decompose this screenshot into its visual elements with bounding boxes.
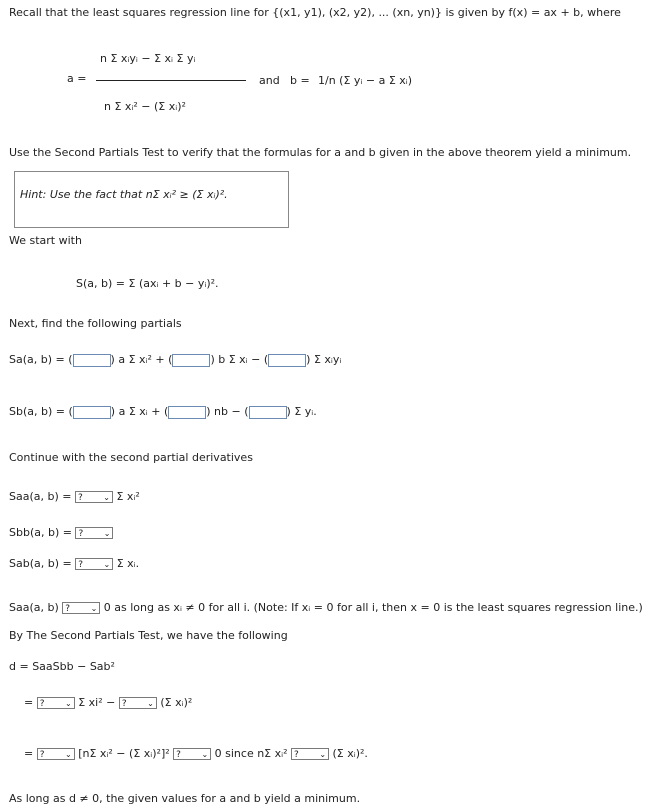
formula-and: and	[259, 74, 280, 87]
select-value: ?	[39, 750, 45, 760]
formula-b-lhs: b =	[290, 74, 310, 87]
open-paren: (	[68, 405, 73, 418]
saa-cond-text: 0 as long as xᵢ ≠ 0 for all i. (Note: If xᵢ = 0 for all i, then x = 0 is the least squares regression line.)	[103, 601, 643, 614]
objective: S(a, b) = Σ (axᵢ + b − yᵢ)².	[76, 277, 219, 290]
sa-coef-2-input[interactable]	[172, 354, 210, 367]
d1-mid: Σ xi² −	[78, 696, 116, 709]
formula-b-rhs: 1/n (Σ yᵢ − a Σ xᵢ)	[318, 74, 413, 87]
start-text: We start with	[9, 234, 82, 247]
select-value: ?	[176, 750, 181, 760]
sb-term-1: a Σ xᵢ +	[118, 405, 161, 418]
close-paren: )	[210, 353, 215, 366]
select-value: ?	[294, 750, 299, 760]
hint-text: Hint: Use the fact that nΣ xᵢ² ≥ (Σ xᵢ)².	[20, 188, 228, 201]
sbb-select[interactable]	[75, 527, 113, 539]
sab-row	[9, 557, 139, 570]
sb-term-3: Σ yᵢ.	[294, 405, 317, 418]
chevron-down-icon: ⌄	[65, 699, 72, 708]
d1-select-2[interactable]	[119, 697, 157, 709]
equals-sign: =	[24, 747, 34, 760]
close-paren: )	[286, 405, 291, 418]
chevron-down-icon: ⌄	[319, 750, 327, 759]
sb-row	[9, 405, 317, 419]
equals-sign: =	[24, 696, 34, 709]
sa-term-1: a Σ xᵢ² +	[118, 353, 165, 366]
select-value: ?	[121, 699, 127, 709]
d2-since: 0 since nΣ xᵢ²	[214, 747, 288, 760]
chevron-down-icon: ⌄	[103, 493, 110, 502]
chevron-down-icon: ⌄	[103, 529, 111, 538]
d2-select-3[interactable]	[291, 748, 329, 760]
select-value: ?	[78, 529, 84, 539]
fraction-bar	[96, 80, 246, 81]
open-paren: (	[244, 405, 249, 418]
formula-a-lhs: a =	[67, 72, 87, 85]
close-paren: )	[110, 405, 116, 418]
open-paren: (	[68, 353, 73, 366]
saa-row	[9, 490, 140, 503]
open-paren: (	[168, 353, 173, 366]
formula-a-numerator: n Σ xᵢyᵢ − Σ xᵢ Σ yᵢ	[100, 52, 196, 65]
close-paren: )	[306, 353, 311, 366]
d2-select-2[interactable]	[173, 748, 211, 760]
d2-select-1[interactable]	[37, 748, 75, 760]
sab-label: Sab(a, b) =	[9, 557, 72, 570]
d2-expr: [nΣ xᵢ² − (Σ xᵢ)²]²	[78, 747, 170, 760]
select-value: ?	[39, 699, 45, 709]
chevron-down-icon: ⌄	[103, 560, 111, 569]
hint-box-right	[283, 171, 289, 228]
formula-a-denominator: n Σ xᵢ² − (Σ xᵢ)²	[104, 100, 186, 113]
close-paren: )	[206, 405, 211, 418]
d1-select-1[interactable]	[37, 697, 75, 709]
chevron-down-icon: ⌄	[90, 604, 98, 613]
saa-cond-label: Saa(a, b)	[9, 601, 59, 614]
saa-tail: Σ xᵢ²	[116, 490, 140, 503]
sab-tail: Σ xᵢ.	[116, 557, 140, 570]
sb-label: Sb(a, b) =	[9, 405, 65, 418]
close-paren: )	[110, 353, 115, 366]
sbb-label: Sbb(a, b) =	[9, 526, 72, 539]
d-line-2	[24, 747, 368, 760]
sab-select[interactable]	[75, 558, 113, 570]
sa-term-2: b Σ xᵢ −	[218, 353, 261, 366]
sa-coef-1-input[interactable]	[73, 354, 111, 367]
sa-label: Sa(a, b) =	[9, 353, 65, 366]
d-definition: d = SaaSbb − Sab²	[9, 660, 115, 673]
by-test-text: By The Second Partials Test, we have the following	[9, 629, 288, 642]
saa-condition-row	[9, 601, 643, 614]
chevron-down-icon: ⌄	[65, 750, 72, 759]
d-line-1	[24, 696, 192, 709]
sbb-row	[9, 526, 113, 539]
d1-tail: (Σ xᵢ)²	[160, 696, 193, 709]
saa-cond-select[interactable]	[62, 602, 100, 614]
select-value: ?	[78, 560, 83, 570]
chevron-down-icon: ⌄	[147, 699, 154, 708]
sb-coef-1-input[interactable]	[73, 406, 111, 419]
saa-label: Saa(a, b) =	[9, 490, 72, 503]
open-paren: (	[263, 353, 269, 366]
sb-term-2: nb −	[214, 405, 241, 418]
sb-coef-3-input[interactable]	[249, 406, 287, 419]
continue-text: Continue with the second partial derivatives	[9, 451, 253, 464]
d2-tail: (Σ xᵢ)².	[332, 747, 368, 760]
sa-coef-3-input[interactable]	[268, 354, 306, 367]
chevron-down-icon: ⌄	[201, 750, 209, 759]
saa-select[interactable]	[75, 491, 113, 503]
intro-text: Recall that the least squares regression line for {(x1, y1), (x2, y2), ... (xn, yn)} is given by f(x) = ax + b, where	[9, 6, 621, 19]
sa-row	[9, 353, 341, 367]
open-paren: (	[163, 405, 169, 418]
next-text: Next, find the following partials	[9, 317, 182, 330]
task-text: Use the Second Partials Test to verify that the formulas for a and b given in the above theorem yield a minimum.	[9, 146, 632, 159]
select-value: ?	[65, 604, 71, 614]
conclusion-text: As long as d ≠ 0, the given values for a and b yield a minimum.	[9, 792, 361, 805]
select-value: ?	[77, 493, 83, 503]
sa-term-3: Σ xᵢyᵢ	[313, 353, 342, 366]
sb-coef-2-input[interactable]	[168, 406, 206, 419]
